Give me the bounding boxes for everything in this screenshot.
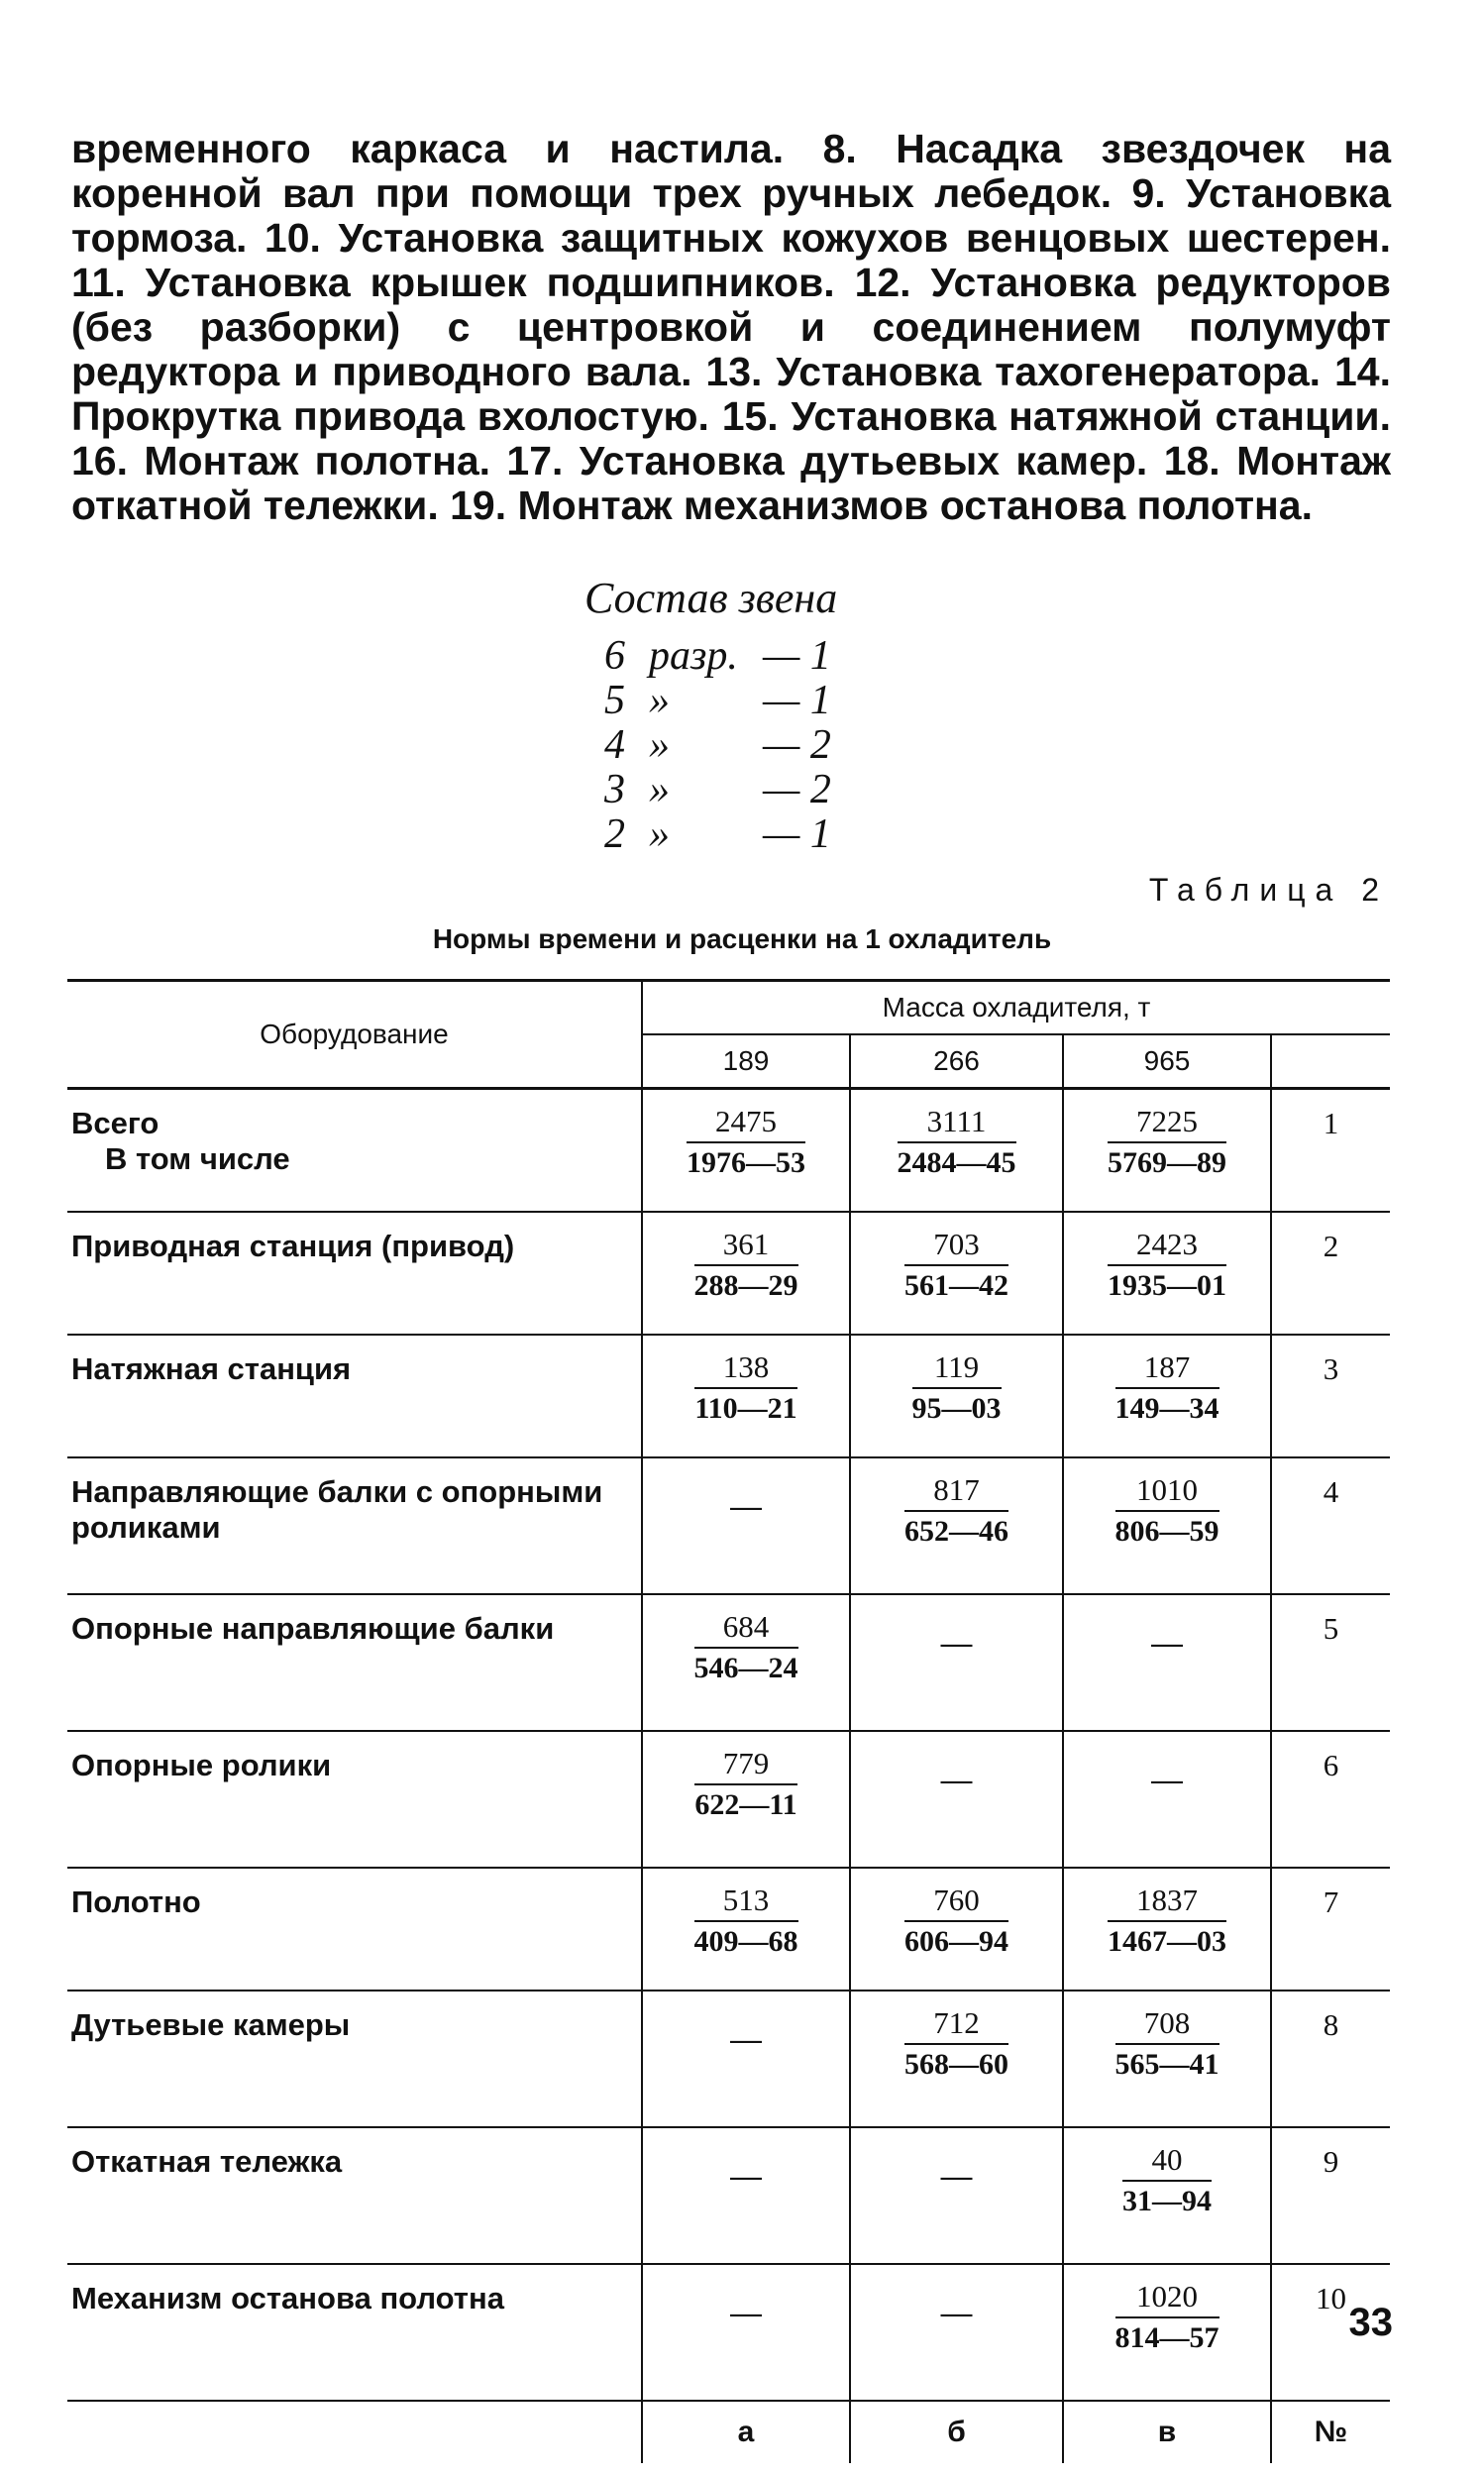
rate: 2484—45	[897, 1146, 1016, 1179]
fraction	[694, 1883, 798, 1962]
column-code: в	[1063, 2401, 1271, 2463]
footer-empty	[67, 2401, 642, 2463]
equipment-label: Приводная станция (привод)	[71, 1229, 515, 1263]
table-row	[67, 2264, 1390, 2401]
rate: 806—59	[1114, 1515, 1219, 1548]
empty-cell: —	[850, 1731, 1063, 1868]
fraction	[904, 1227, 1008, 1306]
equipment-header: Оборудование	[67, 981, 642, 1089]
crew-grade: 3	[604, 767, 625, 812]
time-norm: 1010	[1115, 1472, 1219, 1512]
crew-grade: 4	[604, 722, 625, 768]
value-cell	[1063, 2127, 1271, 2264]
time-norm: 513	[694, 1883, 798, 1922]
value-cell	[642, 1731, 850, 1868]
time-norm: 138	[694, 1349, 796, 1389]
rate: 110—21	[694, 1392, 797, 1425]
time-norm: 760	[904, 1883, 1008, 1922]
fraction	[1115, 1349, 1219, 1429]
fraction	[1108, 1104, 1226, 1183]
crew-grade: 2	[604, 811, 625, 857]
equipment-label: Откатная тележка	[71, 2144, 343, 2179]
row-number: 10	[1271, 2264, 1390, 2401]
table-row	[67, 1868, 1390, 1991]
equipment-name	[67, 1457, 642, 1594]
crew-grade: 6	[604, 633, 625, 679]
equipment-name	[67, 1212, 642, 1335]
rate: 568—60	[904, 2048, 1008, 2081]
table-row	[67, 1731, 1390, 1868]
value-cell	[642, 1335, 850, 1457]
rate: 409—68	[693, 1925, 798, 1958]
rate: 1976—53	[687, 1146, 805, 1179]
mass-col-b: 266	[850, 1034, 1063, 1089]
fraction	[904, 2005, 1008, 2085]
row-number: 5	[1271, 1594, 1390, 1731]
time-norm: 2423	[1108, 1227, 1226, 1266]
time-norm: 7225	[1108, 1104, 1226, 1143]
rate: 622—11	[694, 1788, 797, 1821]
crew-label: разр.	[649, 633, 738, 679]
rate: 652—46	[904, 1515, 1008, 1548]
fraction	[1108, 1227, 1226, 1306]
rate: 1935—01	[1108, 1269, 1226, 1302]
row-number: 8	[1271, 1991, 1390, 2127]
intro-paragraph: временного каркаса и настила. 8. Насадка звездочек на коренной вал при помощи трех ручных лебедок. 9. Установка тормоза. 10. Установка защитных кожухов венцовых шестерен. 11. Установка крышек подшипников. 12. Установка редукторов (без разборки) с центровкой и соединением полумуфт редуктора и приводного вала. 13. Установка тахогенератора. 14. Прокрутка привода вхолостую. 15. Установка натяжной станции. 16. Монтаж полотна. 17. Установка дутьевых камер. 18. Монтаж откатной тележки. 19. Монтаж механизмов останова полотна.	[71, 126, 1391, 528]
crew-count: — 2	[763, 722, 831, 768]
time-norm: 817	[904, 1472, 1008, 1512]
value-cell	[850, 1089, 1063, 1213]
rate: 814—57	[1114, 2321, 1219, 2354]
rate: 95—03	[911, 1392, 1002, 1425]
value-cell	[1063, 2264, 1271, 2401]
equipment-name	[67, 1731, 642, 1868]
value-cell	[642, 1212, 850, 1335]
time-norm: 684	[694, 1609, 798, 1649]
column-code: б	[850, 2401, 1063, 2463]
equipment-name	[67, 1089, 642, 1213]
rate: 5769—89	[1108, 1146, 1226, 1179]
crew-label: »	[649, 811, 670, 857]
footer-row	[67, 2401, 1390, 2463]
time-norm: 40	[1122, 2142, 1212, 2182]
value-cell	[1063, 1868, 1271, 1991]
crew-row	[604, 723, 862, 768]
empty-cell: —	[850, 2127, 1063, 2264]
equipment-name	[67, 1335, 642, 1457]
row-number: 3	[1271, 1335, 1390, 1457]
rate: 561—42	[904, 1269, 1008, 1302]
rate: 565—41	[1114, 2048, 1219, 2081]
page-number: 33	[1348, 2301, 1393, 2344]
time-norm: 187	[1115, 1349, 1219, 1389]
time-norm: 779	[694, 1746, 796, 1785]
time-norm: 2475	[687, 1104, 805, 1143]
time-norm: 3111	[898, 1104, 1016, 1143]
fraction	[1122, 2142, 1212, 2221]
fraction	[904, 1883, 1008, 1962]
fraction	[1115, 2279, 1219, 2358]
table-row	[67, 1594, 1390, 1731]
time-norm: 119	[912, 1349, 1002, 1389]
value-cell	[850, 1457, 1063, 1594]
column-code: №	[1271, 2401, 1390, 2463]
rate: 606—94	[904, 1925, 1008, 1958]
crew-label: »	[649, 722, 670, 768]
crew-row	[604, 768, 862, 812]
empty-cell: —	[1063, 1594, 1271, 1731]
empty-cell: —	[850, 1594, 1063, 1731]
row-number: 1	[1271, 1089, 1390, 1213]
table-row	[67, 1089, 1390, 1213]
equipment-label: Натяжная станция	[71, 1351, 352, 1386]
fraction	[898, 1104, 1016, 1183]
mass-col-c: 965	[1063, 1034, 1271, 1089]
empty-cell: —	[642, 1457, 850, 1594]
equipment-name	[67, 1594, 642, 1731]
value-cell	[642, 1594, 850, 1731]
value-cell	[850, 1868, 1063, 1991]
fraction	[1115, 1472, 1219, 1552]
table-row	[67, 2127, 1390, 2264]
crew-label: »	[649, 678, 670, 723]
row-number: 9	[1271, 2127, 1390, 2264]
table-row	[67, 1335, 1390, 1457]
empty-cell: —	[642, 2127, 850, 2264]
empty-cell: —	[1063, 1731, 1271, 1868]
mass-header: Масса охладителя, т	[642, 981, 1390, 1035]
equipment-name	[67, 2264, 642, 2401]
time-norm: 361	[694, 1227, 798, 1266]
equipment-label: Полотно	[71, 1884, 201, 1919]
fraction	[694, 1746, 796, 1825]
mass-col-num	[1271, 1034, 1390, 1089]
fraction	[694, 1349, 796, 1429]
crew-list	[604, 634, 862, 857]
rate: 149—34	[1114, 1392, 1219, 1425]
row-number: 7	[1271, 1868, 1390, 1991]
table-label: Таблица 2	[1148, 872, 1389, 908]
crew-row	[604, 812, 862, 857]
norms-table	[67, 979, 1390, 2463]
fraction	[694, 1227, 798, 1306]
time-norm: 1020	[1115, 2279, 1219, 2318]
equipment-label: Направляющие балки с опорными роликами	[71, 1474, 603, 1545]
table-row	[67, 1457, 1390, 1594]
value-cell	[642, 1868, 850, 1991]
time-norm: 708	[1115, 2005, 1219, 2045]
empty-cell: —	[850, 2264, 1063, 2401]
column-code: а	[642, 2401, 850, 2463]
empty-cell: —	[642, 2264, 850, 2401]
equipment-name	[67, 1868, 642, 1991]
equipment-name	[67, 2127, 642, 2264]
crew-count: — 1	[763, 811, 831, 857]
mass-col-a: 189	[642, 1034, 850, 1089]
fraction	[912, 1349, 1002, 1429]
value-cell	[850, 1335, 1063, 1457]
equipment-sublabel: В том числе	[105, 1141, 290, 1176]
fraction	[687, 1104, 805, 1183]
value-cell	[642, 1089, 850, 1213]
crew-count: — 2	[763, 767, 831, 812]
fraction	[1108, 1883, 1226, 1962]
row-number: 6	[1271, 1731, 1390, 1868]
fraction	[1115, 2005, 1219, 2085]
equipment-label: Механизм останова полотна	[71, 2281, 504, 2315]
crew-grade: 5	[604, 678, 625, 723]
row-number: 2	[1271, 1212, 1390, 1335]
table-row	[67, 1212, 1390, 1335]
equipment-name	[67, 1991, 642, 2127]
fraction	[694, 1609, 798, 1688]
crew-row	[604, 634, 862, 679]
crew-row	[604, 679, 862, 723]
equipment-label: Всего	[71, 1106, 159, 1140]
empty-cell: —	[642, 1991, 850, 2127]
time-norm: 1837	[1108, 1883, 1226, 1922]
equipment-label: Опорные направляющие балки	[71, 1611, 555, 1646]
crew-label: »	[649, 767, 670, 812]
rate: 546—24	[693, 1652, 798, 1684]
crew-title: Состав звена	[584, 574, 838, 622]
crew-count: — 1	[763, 678, 831, 723]
time-norm: 703	[904, 1227, 1008, 1266]
equipment-label: Дутьевые камеры	[71, 2007, 351, 2042]
row-number: 4	[1271, 1457, 1390, 1594]
value-cell	[850, 1212, 1063, 1335]
table-title: Нормы времени и расценки на 1 охладитель	[432, 923, 1052, 954]
rate: 31—94	[1122, 2185, 1212, 2217]
fraction	[904, 1472, 1008, 1552]
value-cell	[1063, 1335, 1271, 1457]
table-row	[67, 1991, 1390, 2127]
rate: 288—29	[693, 1269, 798, 1302]
value-cell	[850, 1991, 1063, 2127]
value-cell	[1063, 1457, 1271, 1594]
value-cell	[1063, 1089, 1271, 1213]
value-cell	[1063, 1991, 1271, 2127]
time-norm: 712	[904, 2005, 1008, 2045]
equipment-label: Опорные ролики	[71, 1748, 332, 1782]
rate: 1467—03	[1108, 1925, 1226, 1958]
crew-count: — 1	[763, 633, 831, 679]
value-cell	[1063, 1212, 1271, 1335]
